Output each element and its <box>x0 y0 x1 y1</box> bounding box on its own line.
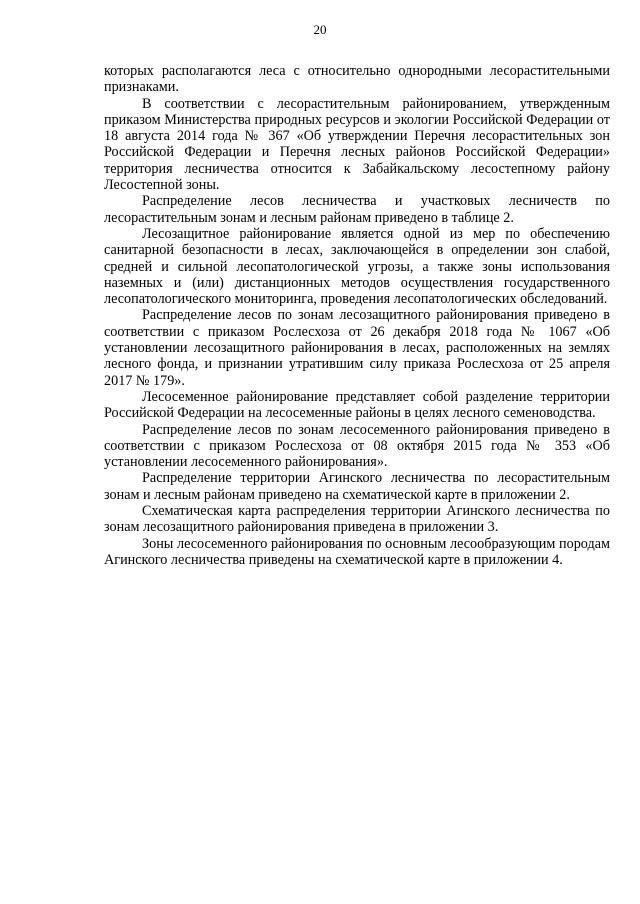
paragraph-appendix-4: Зоны лесосеменного районирования по основным лесообразующим породам Агинского лесничества приведены на схематической карте в приложении 4. <box>104 535 610 568</box>
paragraph-appendix-3: Схематическая карта распределения территории Агинского лесничества по зонам лесозащитного районирования приведена в приложении 3. <box>104 503 610 536</box>
paragraph-seed-distribution: Распределение лесов по зонам лесосеменного районирования приведено в соответствии с приказом Рослесхоза от 08 октября 2015 года № 353 «Об установлении лесосеменного районирования». <box>104 421 610 471</box>
document-body <box>104 63 610 568</box>
paragraph-forest-distribution: Распределение лесов лесничества и участковых лесничеств по лесорастительным зонам и лесным районам приведено в таблице 2. <box>104 193 610 226</box>
paragraph-protective-zoning: Лесозащитное районирование является одной из мер по обеспечению санитарной безопасности в лесах, заключающейся в определении зон слабой, средней и сильной лесопатологической угрозы, а также зоны использования наземных и (или) дистанционных методов осуществления государственного лесопатологического мониторинга, проведения лесопатологических обследований. <box>104 225 610 308</box>
page-number: 20 <box>313 22 327 37</box>
paragraph-protective-distribution: Распределение лесов по зонам лесозащитного районирования приведено в соответствии с приказом Рослесхоза от 26 декабря 2018 года № 1067 «Об установлении лесозащитного районирования в лесах, расположенных на землях лесного фонда, и признании утратившим силу приказа Рослесхоза от 25 апреля 2017 № 179». <box>104 307 610 389</box>
paragraph-forest-zoning: В соответствии с лесорастительным районированием, утвержденным приказом Министерства природных ресурсов и экологии Российской Федерации от 18 августа 2014 года № 367 «Об утверждении Перечня лесорастительных зон Российской Федерации и Перечня лесных районов Российской Федерации» территория лесничества относится к Забайкальскому лесостепному району Лесостепной зоны. <box>104 95 610 194</box>
paragraph-appendix-2: Распределение территории Агинского лесничества по лесорастительным зонам и лесным районам приведено на схематической карте в приложении 2. <box>104 470 610 503</box>
paragraph-continuation: которых располагаются леса с относительно однородными лесорастительными признаками. <box>104 63 610 96</box>
paragraph-seed-zoning: Лесосеменное районирование представляет собой разделение территории Российской Федерации на лесосеменные районы в целях лесного семеноводства. <box>104 388 610 422</box>
